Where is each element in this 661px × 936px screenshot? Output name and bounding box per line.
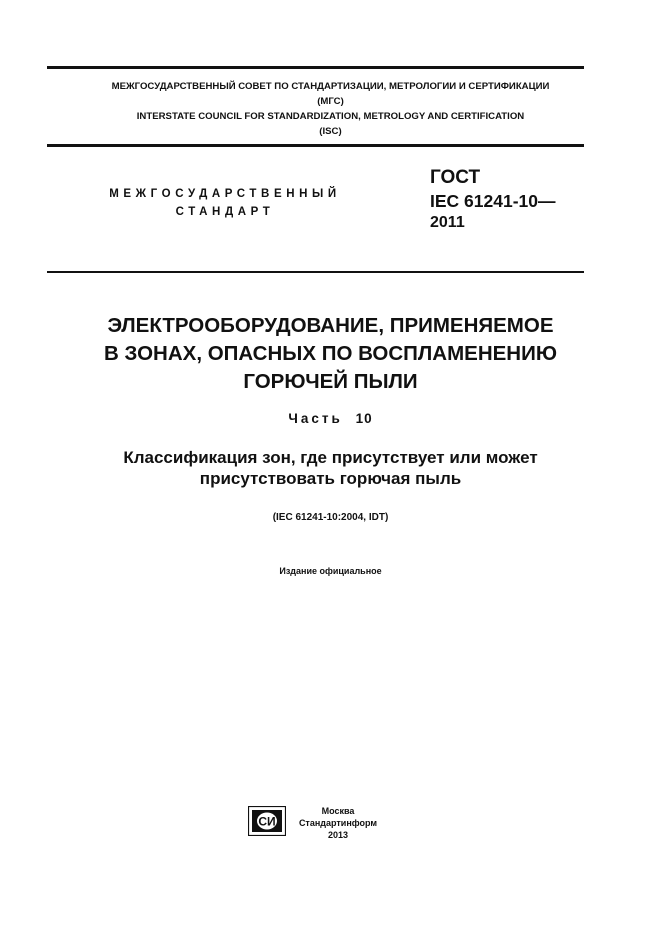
council-en-abbr: (ISC) — [319, 126, 342, 137]
council-ru: МЕЖГОСУДАРСТВЕННЫЙ СОВЕТ ПО СТАНДАРТИЗАЦИИ, МЕТРОЛОГИИ И СЕРТИФИКАЦИИ — [111, 81, 550, 92]
part-heading — [0, 411, 661, 426]
gost-year: 2011 — [430, 214, 465, 231]
identical-standard: (IEC 61241-10:2004, IDT) — [272, 512, 389, 523]
council-ru-abbr: (МГС) — [317, 96, 344, 107]
part-subtitle — [0, 447, 661, 489]
title-line2: В ЗОНАХ, ОПАСНЫХ ПО ВОСПЛАМЕНЕНИЮ — [104, 342, 557, 365]
logo-text: СИ — [258, 814, 276, 829]
standard-kind-line2: СТАНДАРТ — [175, 206, 275, 218]
gost-number: IEC 61241-10— — [430, 191, 556, 211]
top-rule — [47, 66, 584, 69]
publisher-name: Стандартинформ — [298, 818, 378, 828]
title-line3: ГОРЮЧЕЙ ПЫЛИ — [243, 370, 418, 393]
publisher-year: 2013 — [327, 830, 349, 840]
publisher-info — [288, 805, 388, 841]
gost-designation — [430, 166, 610, 233]
document-title — [0, 312, 661, 396]
council-en: INTERSTATE COUNCIL FOR STANDARDIZATION, METROLOGY AND CERTIFICATION — [136, 111, 525, 122]
council-block — [0, 79, 661, 139]
publisher-logo — [248, 806, 286, 836]
part-number: 10 — [355, 411, 373, 426]
designation-rule — [47, 271, 584, 273]
publisher-city: Москва — [321, 806, 355, 816]
gost-label: ГОСТ — [430, 167, 481, 188]
subtitle-line2: присутствовать горючая пыль — [199, 469, 462, 488]
title-line1: ЭЛЕКТРООБОРУДОВАНИЕ, ПРИМЕНЯЕМОЕ — [107, 314, 554, 337]
standard-kind-line1: МЕЖГОСУДАРСТВЕННЫЙ — [109, 188, 341, 200]
subtitle-line1: Классификация зон, где присутствует или может — [123, 448, 538, 467]
standard-kind — [90, 185, 360, 221]
standartinform-logo-icon — [248, 806, 286, 836]
edition-note: Издание официальное — [279, 566, 382, 576]
part-label: Часть — [288, 411, 343, 426]
header-rule — [47, 144, 584, 147]
